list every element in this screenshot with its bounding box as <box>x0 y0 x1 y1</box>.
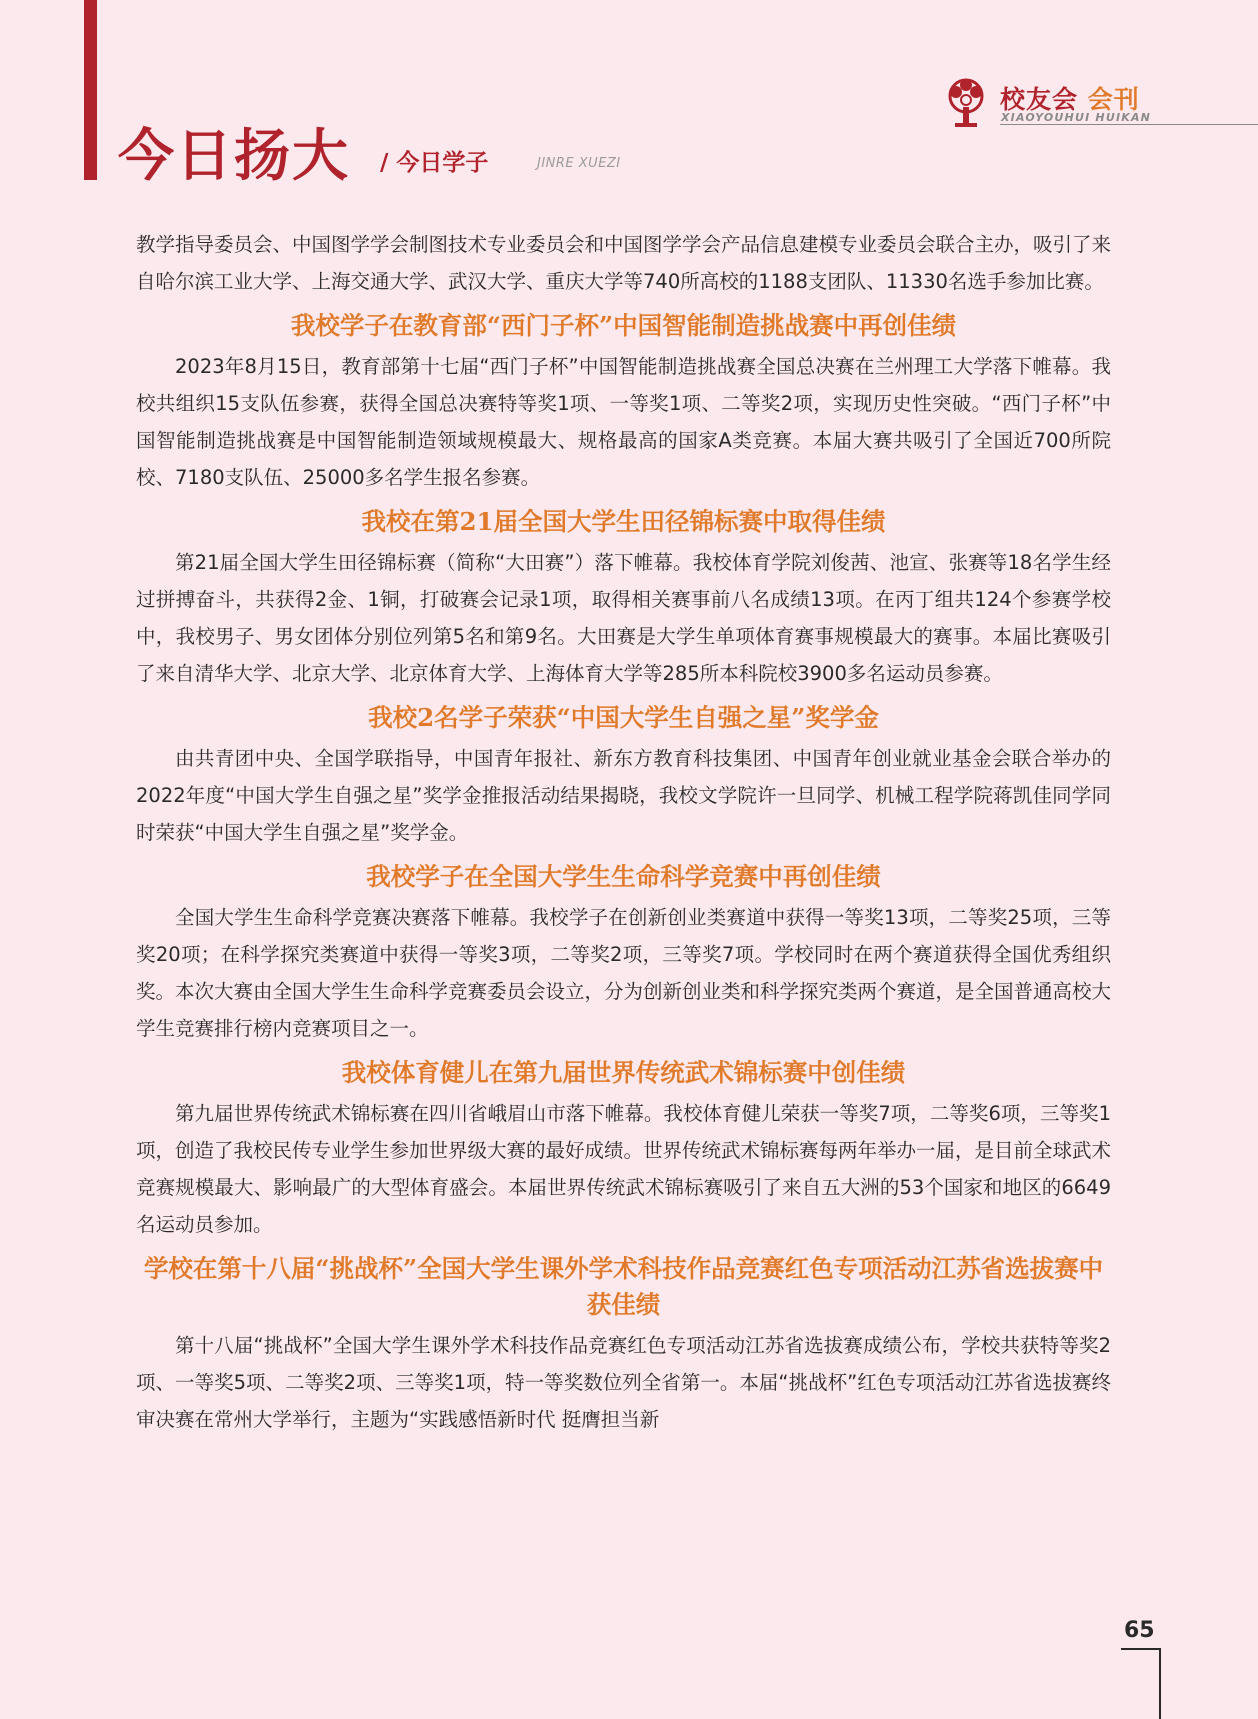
page-number: 65 <box>1124 1618 1155 1643</box>
brand-title-main: 校友会 <box>1000 85 1079 114</box>
article-6-body: 第十八届“挑战杯”全国大学生课外学术科技作品竞赛红色专项活动江苏省选拔赛成绩公布，学校共获特等奖2项、一等奖5项、二等奖2项、三等奖1项，特一等奖数位列全省第一。本届“挑战杯”红色专项活动江苏省选拔赛终审决赛在常州大学举行，主题为“实践感悟新时代 挺膺担当新 <box>136 1334 1111 1431</box>
brand-underline <box>1000 124 1258 125</box>
page-corner-line-vertical <box>1159 1648 1161 1719</box>
article-2-body: 第21届全国大学生田径锦标赛（简称“大田赛”）落下帷幕。我校体育学院刘俊茜、池宣、张赛等18名学生经过拼搏奋斗，共获得2金、1铜，打破赛会记录1项，取得相关赛事前八名成绩13项。在丙丁组共124个参赛学校中，我校男子、男女团体分别位列第5名和第9名。大田赛是大学生单项体育赛事规模最大的赛事。本届比赛吸引了来自清华大学、北京大学、北京体育大学、上海体育大学等285所本科院校3900多名运动员参赛。 <box>136 551 1111 685</box>
intro-paragraph: 教学指导委员会、中国图学学会制图技术专业委员会和中国图学学会产品信息建模专业委员会联合主办，吸引了来自哈尔滨工业大学、上海交通大学、武汉大学、重庆大学等740所高校的1188支团队、11330名选手参加比赛。 <box>136 233 1112 293</box>
article-2-headline: 我校在第21届全国大学生田径锦标赛中取得佳绩 <box>361 507 886 536</box>
article-6-headline: 学校在第十八届“挑战杯”全国大学生课外学术科技作品竞赛红色专项活动江苏省选拔赛中获佳绩 <box>143 1254 1104 1319</box>
article-4-headline: 我校学子在全国大学生生命科学竞赛中再创佳绩 <box>366 862 881 891</box>
article-3-body: 由共青团中央、全国学联指导，中国青年报社、新东方教育科技集团、中国青年创业就业基金会联合举办的2022年度“中国大学生自强之星”奖学金推报活动结果揭晓，我校文学院许一旦同学、机械工程学院蒋凯佳同学同时荣获“中国大学生自强之星”奖学金。 <box>136 747 1111 844</box>
article-content <box>136 226 1111 1438</box>
section-label: / 今日学子 <box>380 150 489 176</box>
article-5-headline: 我校体育健儿在第九届世界传统武术锦标赛中创佳绩 <box>341 1058 906 1087</box>
alumni-association-logo-icon <box>938 74 994 130</box>
brand-title-accent: 会刊 <box>1087 85 1140 114</box>
article-3-headline: 我校2名学子荣获“中国大学生自强之星”奖学金 <box>368 703 879 732</box>
section-label-en: JINRE XUEZI <box>537 156 621 171</box>
left-accent-bar <box>84 0 97 180</box>
brand-subtitle: XIAOYOUHUI HUIKAN <box>1001 111 1152 124</box>
article-1-body: 2023年8月15日，教育部第十七届“西门子杯”中国智能制造挑战赛全国总决赛在兰州理工大学落下帷幕。我校共组织15支队伍参赛，获得全国总决赛特等奖1项、一等奖1项、二等奖2项，实现历史性突破。“西门子杯”中国智能制造挑战赛是中国智能制造领域规模最大、规格最高的国家A类竞赛。本届大赛共吸引了全国近700所院校、7180支队伍、25000多名学生报名参赛。 <box>136 355 1111 489</box>
article-4-body: 全国大学生生命科学竞赛决赛落下帷幕。我校学子在创新创业类赛道中获得一等奖13项，二等奖25项，三等奖20项；在科学探究类赛道中获得一等奖3项，二等奖2项，三等奖7项。学校同时在两个赛道获得全国优秀组织奖。本次大赛由全国大学生生命科学竞赛委员会设立，分为创新创业类和科学探究类两个赛道，是全国普通高校大学生竞赛排行榜内竞赛项目之一。 <box>136 906 1112 1040</box>
article-1-headline: 我校学子在教育部“西门子杯”中国智能制造挑战赛中再创佳绩 <box>290 311 957 340</box>
article-5-body: 第九届世界传统武术锦标赛在四川省峨眉山市落下帷幕。我校体育健儿荣获一等奖7项，二等奖6项，三等奖1项，创造了我校民传专业学生参加世界级大赛的最好成绩。世界传统武术锦标赛每两年举办一届，是目前全球武术竞赛规模最大、影响最广的大型体育盛会。本届世界传统武术锦标赛吸引了来自五大洲的53个国家和地区的6649名运动员参加。 <box>136 1102 1112 1236</box>
page-header-title: 今日扬大 <box>118 124 350 189</box>
page-corner-line-horizontal <box>1121 1648 1161 1650</box>
